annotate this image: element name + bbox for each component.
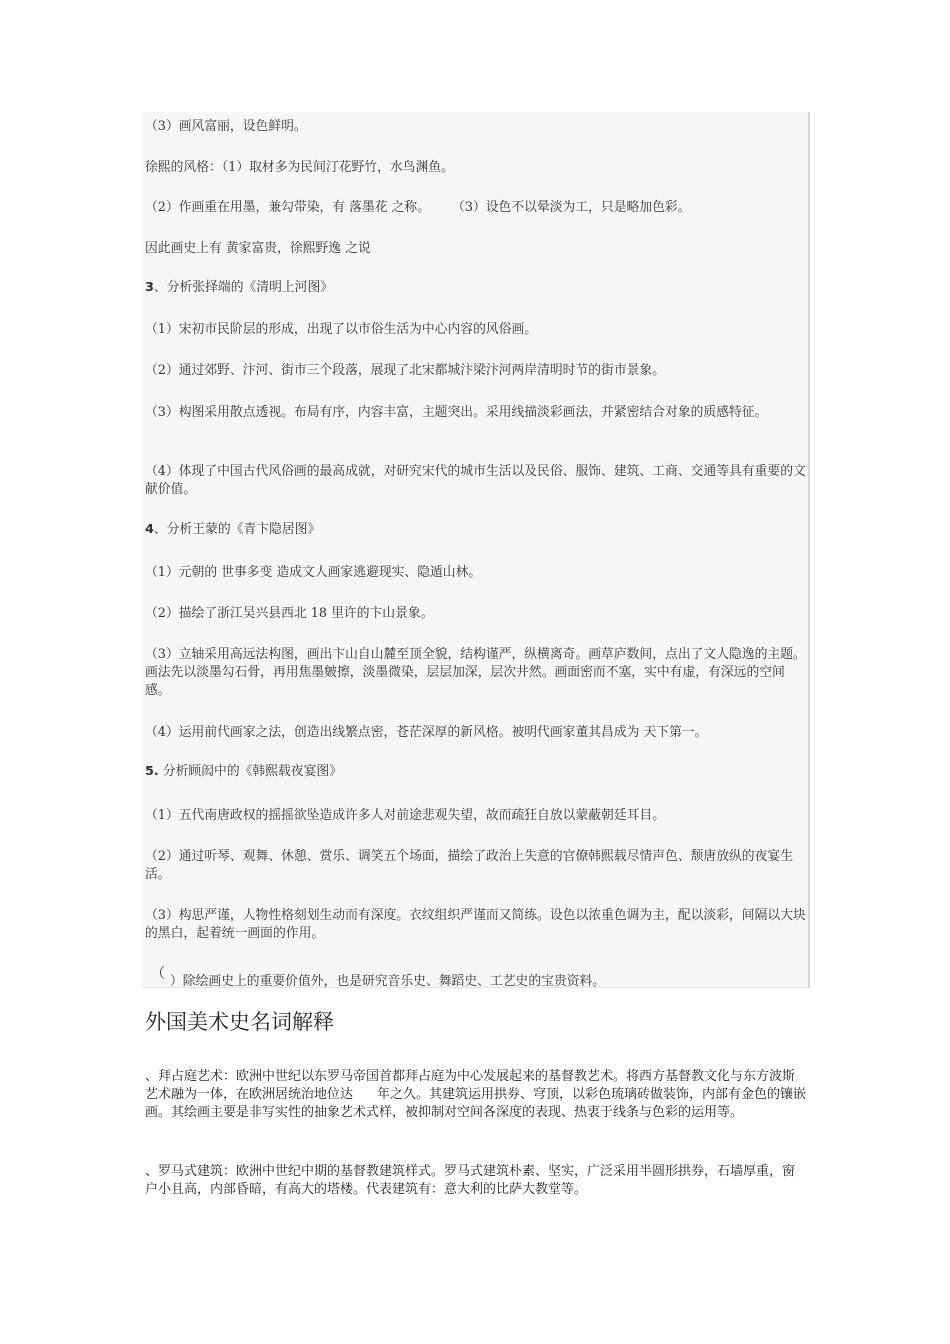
q5-point-1: （1）五代南唐政权的摇摇欲坠造成许多人对前途悲观失望，故而疏狂自放以蒙蔽朝廷耳目。: [145, 808, 666, 823]
q3-point-3: （3）构图采用散点透视。布局有序，内容丰富，主题突出。采用线描淡彩画法，并紧密结合对象的质感特征。: [145, 405, 768, 420]
question-4-heading: [145, 521, 807, 539]
question-5-title: 分析顾闳中的《韩熙载夜宴图》: [158, 764, 342, 779]
q4-point-4: （4）运用前代画家之法，创造出线繁点密，苍茫深厚的新风格。被明代画家董其昌成为 天下第一。: [145, 725, 708, 740]
section-title: 外国美术史名词解释: [145, 1010, 334, 1034]
question-3-number: 3: [145, 280, 154, 295]
q5-point-3: （3）构思严谨，人物性格刻划生动而有深度。衣纹组织严谨而又简练。设色以浓重色调为主，配以淡彩，间隔以大块的黑白，起着统一画面的作用。: [145, 908, 806, 941]
question-5-number: 5.: [145, 764, 159, 779]
gloss-byzantine-part-1: 、拜占庭艺术：欧洲中世纪以东罗马帝国首都拜占庭为中心发展起来的基督教艺术。将西方基督教文化与东方波斯艺术融为一体，在欧洲居统治地位达: [145, 1069, 796, 1102]
huang-style-point-3: （3）画风富丽，设色鲜明。: [145, 119, 307, 134]
q3-point-1: （1）宋初市民阶层的形成，出现了以市俗生活为中心内容的风俗画。: [145, 322, 538, 337]
question-4-title: 、分析王蒙的《青卞隐居图》: [153, 522, 321, 537]
q3-point-2: （2）通过郊野、汴河、街市三个段落，展现了北宋都城汴梁汴河两岸清明时节的街市景象。: [145, 363, 666, 378]
question-3-heading: [145, 279, 807, 297]
q4-point-3: （3）立轴采用高远法构图，画出卞山自山麓至顶全貌，结构谨严，纵横离奇。画草庐数间，点出了文人隐逸的主题。画法先以淡墨勾石骨，再用焦墨皴擦，淡墨微染，层层加深，层次井然。画面密而不塞，实中有虚，有深远的空间感。: [145, 647, 806, 698]
q4-point-1: （1）元朝的 世事多变 造成文人画家逃避现实、隐遁山林。: [145, 565, 482, 580]
gloss-romanesque-architecture: 、罗马式建筑：欧洲中世纪中期的基督教建筑样式。罗马式建筑朴素、坚实，广泛采用半圆形拱券，石墙厚重，窗户小且高，内部昏暗，有高大的塔楼。代表建筑有：意大利的比萨大教堂等。: [145, 1164, 796, 1197]
question-4-number: 4: [145, 522, 154, 537]
q4-point-2: （2）描绘了浙江吴兴县西北 18 里许的卞山景象。: [145, 606, 434, 621]
question-3-title: 、分析张择端的《清明上河图》: [153, 280, 334, 295]
q3-point-4: （4）体现了中国古代风俗画的最高成就，对研究宋代的城市生活以及民俗、服饰、建筑、工商、交通等具有重要的文献价值。: [145, 464, 806, 497]
gloss-byzantine-part-2: 年之久。其建筑运用拱券、穹顶，以彩色琉璃砖做装饰，内部有金色的镶嵌画。其绘画主要是非写实性的抽象艺术式样，被抑制对空间各深度的表现、热衷于线条与色彩的运用等。: [145, 1087, 807, 1120]
xuxi-style-point-1: 徐熙的风格：（1）取材多为民间汀花野竹，水鸟渊鱼。: [145, 160, 454, 175]
xuxi-style-point-2: （2）作画重在用墨，兼勾带染，有 落墨花 之称。: [145, 200, 431, 215]
question-5-heading: [145, 763, 807, 781]
q5-point-4: ）除绘画史上的重要价值外，也是研究音乐史、舞蹈史、工艺史的宝贵资料。: [170, 974, 606, 989]
q5-point-4-paren: （: [151, 966, 165, 982]
q5-point-2: （2）通过听琴、观舞、休憩、赏乐、调笑五个场面，描绘了政治上失意的官僚韩熙载尽情声色、颓唐放纵的夜宴生活。: [145, 849, 793, 882]
xuxi-style-points-2-3: [145, 199, 807, 217]
huang-xu-conclusion: 因此画史上有 黄家富贵，徐熙野逸 之说: [145, 241, 371, 256]
xuxi-style-point-3: （3）设色不以晕淡为工，只是略加色彩。: [452, 200, 691, 215]
gloss-byzantine-art: [145, 1068, 807, 1122]
